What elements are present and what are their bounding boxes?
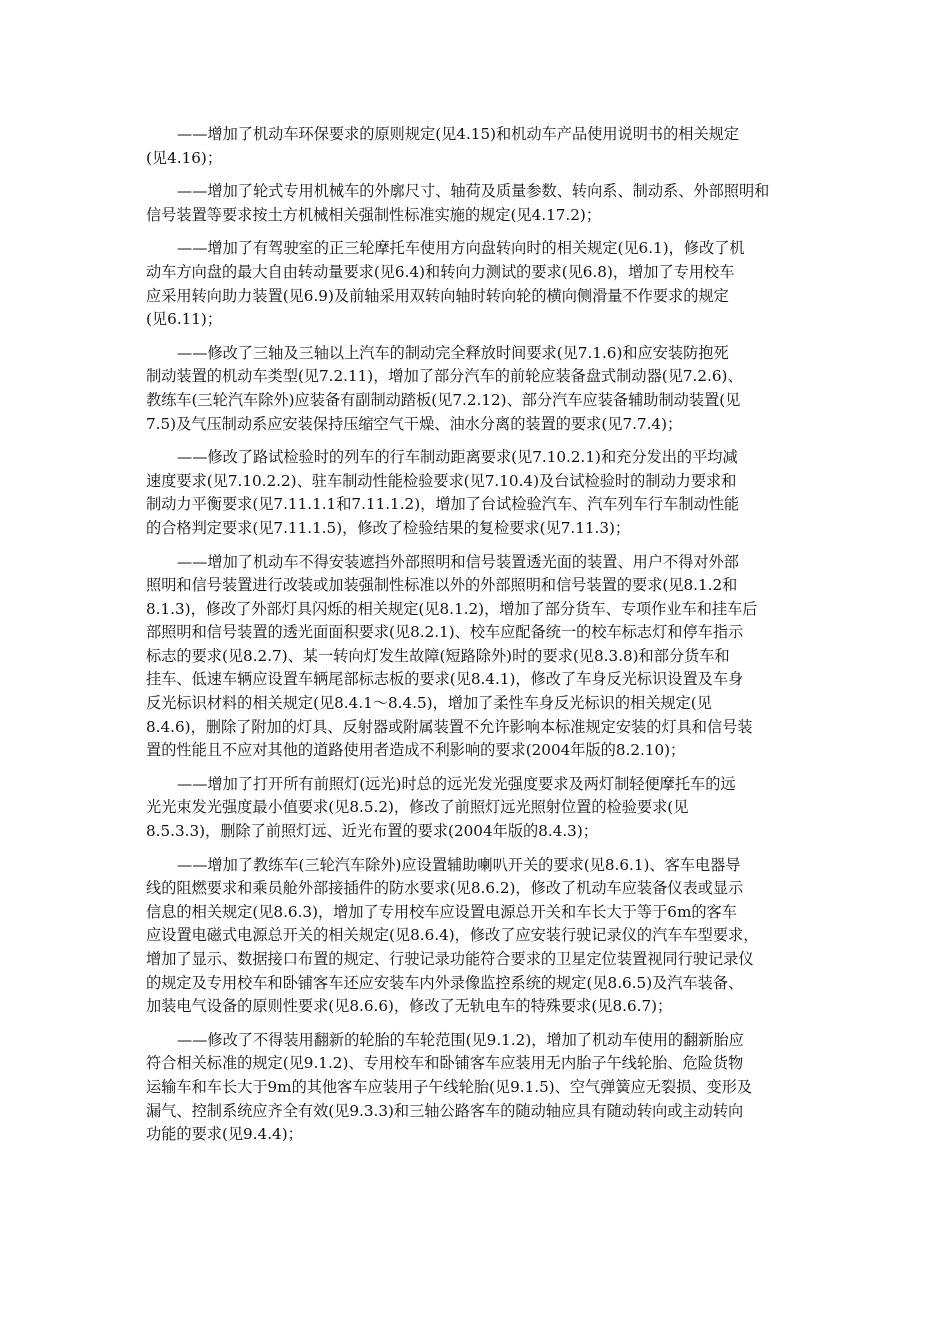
- text-line: 8.5.3.3)，删除了前照灯远、近光布置的要求(2004年版的8.4.3)；: [146, 822, 598, 841]
- text-line: 照明和信号装置进行改装或加装强制性标准以外的外部照明和信号装置的要求(见8.1.2和: [146, 576, 738, 595]
- text-line: (见6.11)；: [146, 310, 223, 329]
- text-line: 速度要求(见7.10.2.2)、驻车制动性能检验要求(见7.10.4)及台试检验时的制动力要求和: [146, 471, 737, 490]
- paragraph-8: [146, 854, 814, 1019]
- text-line: (见4.16)；: [146, 148, 223, 167]
- text-line: ——增加了轮式专用机械车的外廓尺寸、轴荷及质量参数、转向系、制动系、外部照明和: [177, 182, 770, 201]
- text-line: 部照明和信号装置的透光面面积要求(见8.2.1)、校车应配备统一的校车标志灯和停车指示: [146, 623, 744, 642]
- text-line: 加装电气设备的原则性要求(见8.6.6)，修改了无轨电车的特殊要求(见8.6.7)；: [146, 997, 673, 1016]
- text-line: 的合格判定要求(见7.11.1.5)，修改了检验结果的复检要求(见7.11.3)；: [146, 518, 631, 537]
- text-line: 漏气、控制系统应齐全有效(见9.3.3)和三轴公路客车的随动轴应具有随动转向或主动转向: [146, 1101, 744, 1120]
- text-line: 应设置电磁式电源总开关的相关规定(见8.6.4)，修改了应安装行驶记录仪的汽车车型要求，: [146, 926, 759, 945]
- text-line: 光光束发光强度最小值要求(见8.5.2)，修改了前照灯远光照射位置的检验要求(见: [146, 798, 689, 817]
- text-line: ——修改了不得装用翻新的轮胎的车轮范围(见9.1.2)，增加了机动车使用的翻新胎应: [177, 1030, 744, 1049]
- text-line: 8.1.3)，修改了外部灯具闪烁的相关规定(见8.1.2)，增加了部分货车、专项作业车和挂车后: [146, 599, 758, 618]
- document-body: [146, 123, 814, 1157]
- text-line: 反光标识材料的相关规定(见8.4.1～8.4.5)，增加了柔性车身反光标识的相关规定(见: [146, 694, 712, 713]
- text-line: ——增加了机动车环保要求的原则规定(见4.15)和机动车产品使用说明书的相关规定: [177, 125, 740, 143]
- paragraph-2: [146, 180, 814, 227]
- text-line: 运输车和车长大于9m的其他客车应装用子午线轮胎(见9.1.5)、空气弹簧应无裂损、变形及: [146, 1077, 753, 1096]
- text-line: 标志的要求(见8.2.7)、某一转向灯发生故障(短路除外)时的要求(见8.3.8)和部分货车和: [146, 646, 730, 665]
- paragraph-7: [146, 773, 814, 844]
- text-line: 教练车(三轮汽车除外)应装备有副制动踏板(见7.2.12)、部分汽车应装备辅助制动装置(见: [146, 390, 741, 409]
- text-line: ——增加了打开所有前照灯(远光)时总的远光发光强度要求及两灯制轻便摩托车的远: [177, 774, 736, 793]
- text-line: ——增加了有驾驶室的正三轮摩托车使用方向盘转向时的相关规定(见6.1)，修改了机: [177, 239, 745, 258]
- paragraph-6: [146, 551, 814, 763]
- text-line: 置的性能且不应对其他的道路使用者造成不利影响的要求(2004年版的8.2.10)；: [146, 741, 686, 760]
- text-line: 制动力平衡要求(见7.11.1.1和7.11.1.2)，增加了台试检验汽车、汽车列车行车制动性能: [146, 495, 740, 514]
- text-line: 8.4.6)，删除了附加的灯具、反射器或附属装置不允许影响本标准规定安装的灯具和信号装: [146, 717, 753, 736]
- text-line: 挂车、低速车辆应设置车辆尾部标志板的要求(见8.4.1)，修改了车身反光标识设置及车身: [146, 670, 744, 689]
- text-line: 信息的相关规定(见8.6.3)，增加了专用校车应设置电源总开关和车长大于等于6m的客车: [146, 902, 737, 921]
- text-line: 应采用转向助力装置(见6.9)及前轴采用双转向轴时转向轮的横向侧滑量不作要求的规定: [146, 286, 729, 305]
- text-line: 增加了显示、数据接口布置的规定、行驶记录功能符合要求的卫星定位装置视同行驶记录仪: [146, 950, 754, 968]
- text-line: 制动装置的机动车类型(见7.2.11)，增加了部分汽车的前轮应装备盘式制动器(见7.2.6)、: [146, 367, 743, 386]
- paragraph-1: [146, 123, 814, 170]
- paragraph-3: [146, 237, 814, 331]
- paragraph-5: [146, 446, 814, 540]
- text-line: ——修改了路试检验时的列车的行车制动距离要求(见7.10.2.1)和充分发出的平均减: [177, 448, 738, 467]
- text-line: 功能的要求(见9.4.4)；: [146, 1125, 303, 1144]
- text-line: 的规定及专用校车和卧铺客车还应安装车内外录像监控系统的规定(见8.6.5)及汽车装备、: [146, 973, 744, 992]
- text-line: ——增加了机动车不得安装遮挡外部照明和信号装置透光面的装置、用户不得对外部: [177, 552, 739, 571]
- text-line: ——修改了三轴及三轴以上汽车的制动完全释放时间要求(见7.1.6)和应安装防抱死: [177, 343, 729, 362]
- text-line: 信号装置等要求按土方机械相关强制性标准实施的规定(见4.17.2)；: [146, 205, 602, 224]
- text-line: 线的阻燃要求和乘员舱外部接插件的防水要求(见8.6.2)，修改了机动车应装备仪表或显示: [146, 879, 744, 898]
- text-line: 符合相关标准的规定(见9.1.2)、专用校车和卧铺客车应装用无内胎子午线轮胎、危险货物: [146, 1054, 744, 1073]
- text-line: 动车方向盘的最大自由转动量要求(见6.4)和转向力测试的要求(见6.8)，增加了专用校车: [146, 262, 735, 281]
- paragraph-4: [146, 342, 814, 436]
- paragraph-9: [146, 1029, 814, 1147]
- text-line: ——增加了教练车(三轮汽车除外)应设置辅助喇叭开关的要求(见8.6.1)、客车电器导: [177, 855, 741, 874]
- text-line: 7.5)及气压制动系应安装保持压缩空气干燥、油水分离的装置的要求(见7.7.4)；: [146, 414, 683, 433]
